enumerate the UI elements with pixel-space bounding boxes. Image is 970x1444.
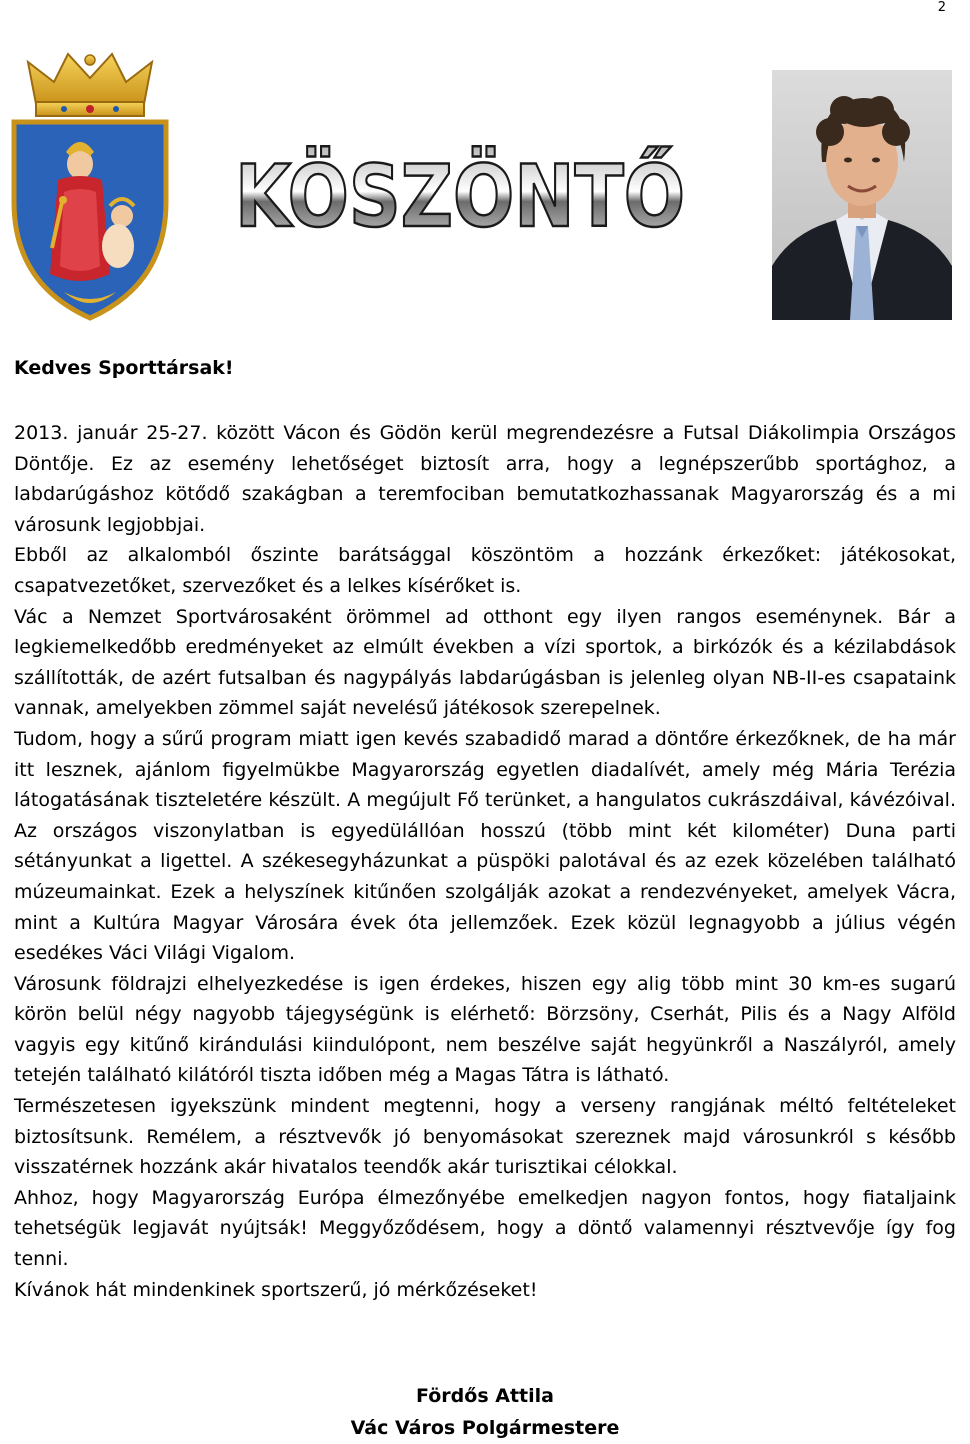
city-coat-of-arms-icon bbox=[6, 52, 174, 322]
paragraph: Természetesen igyekszünk mindent megtenni, hogy a verseny rangjának méltó feltételeket biztosítsunk. Remélem, a résztvevők jó benyomásokat szereznek majd városunkról s később visszatérnek hozzánk akár hivatalos teendők akár turisztikai célokkal. bbox=[14, 1095, 956, 1179]
page-number: 2 bbox=[937, 0, 946, 15]
paragraph: Ahhoz, hogy Magyarország Európa élmezőnyébe emelkedjen nagyon fontos, hogy fiataljaink tehetségük legjavát nyújtsák! Meggyőződésem, hogy a döntő valamennyi résztvevője így fog tenni. bbox=[14, 1186, 956, 1271]
paragraph: Vác a Nemzet Sportvárosaként örömmel ad otthont egy ilyen rangos eseménynek. Bár a legkiemelkedőbb eredményeket az elmúlt években a vízi sportok, a birkózók és a kézilabdások szállították, de azért futsalban és nagypályás labdarúgásban is jelenleg olyan NB-II-es csapataink vannak, amelyekben zömmel saját nevelésű játékosok szerepelnek. bbox=[14, 605, 956, 720]
page-title-text: KÖSZÖNTŐ bbox=[235, 147, 773, 247]
mayor-portrait-photo bbox=[772, 70, 952, 320]
paragraph: 2013. január 25-27. között Vácon és Gödön kerül megrendezésre a Futsal Diákolimpia Országos Döntője. Ez az esemény lehetőséget biztosít arra, hogy a legnépszerűbb sportághoz, a labdarúgáshoz kötődő szakágban a teremfociban bemutatkozhassanak Magyarország és a mi városunk legjobbjai. bbox=[14, 422, 956, 536]
paragraph: Kívánok hát mindenkinek sportszerű, jó mérkőzéseket! bbox=[14, 1278, 538, 1301]
page-title bbox=[232, 132, 773, 247]
signature bbox=[0, 1380, 970, 1444]
greeting: Kedves Sporttársak! bbox=[14, 357, 234, 379]
paragraph: Városunk földrajzi elhelyezkedése is igen érdekes, hiszen egy alig több mint 30 km-es sugarú körön belül négy nagyobb tájegységünk is elérhető: Börzsöny, Cserhát, Pilis és a Nagy Alföld vagyis egy kitűnő kirándulási kiindulópont, nem beszélve saját hegyünkről a Naszályról, amely tetején található kilátóról tiszta időben még a Magas Tátra is látható. bbox=[14, 972, 956, 1087]
signature-name: Fördős Attila bbox=[416, 1385, 554, 1407]
letter-body bbox=[14, 418, 956, 1305]
paragraph: Ebből az alkalomból őszinte barátsággal köszöntöm a hozzánk érkezőket: játékosokat, csapatvezetőket, szervezőket és a lelkes kísérőket is. bbox=[14, 544, 956, 597]
signature-role: Vác Város Polgármestere bbox=[350, 1417, 620, 1439]
paragraph: Tudom, hogy a sűrű program miatt igen kevés szabadidő marad a döntőre érkezőknek, de ha már itt lesznek, ajánlom figyelmükbe Magyarország egyetlen diadalívét, amely még Mária Terézia látogatásának tiszteletére készült. A megújult Fő terünket, a hangulatos cukrászdáival, kávézóival. Az országos viszonylatban is egyedülállóan hosszú (több mint két kilométer) Duna parti sétányunkat a ligettel. A székesegyházunkat a püspöki palotával és az ezek közelében található múzeumainkat. Ezek a helyszínek kitűnően szolgálják azokat a rendezvényeket, amelyek Vácra, mint a Kultúra Magyar Városára évek óta jellemzőek. Ezek közül legnagyobb a július végén esedékes Váci Világi Vigalom. bbox=[14, 727, 956, 965]
